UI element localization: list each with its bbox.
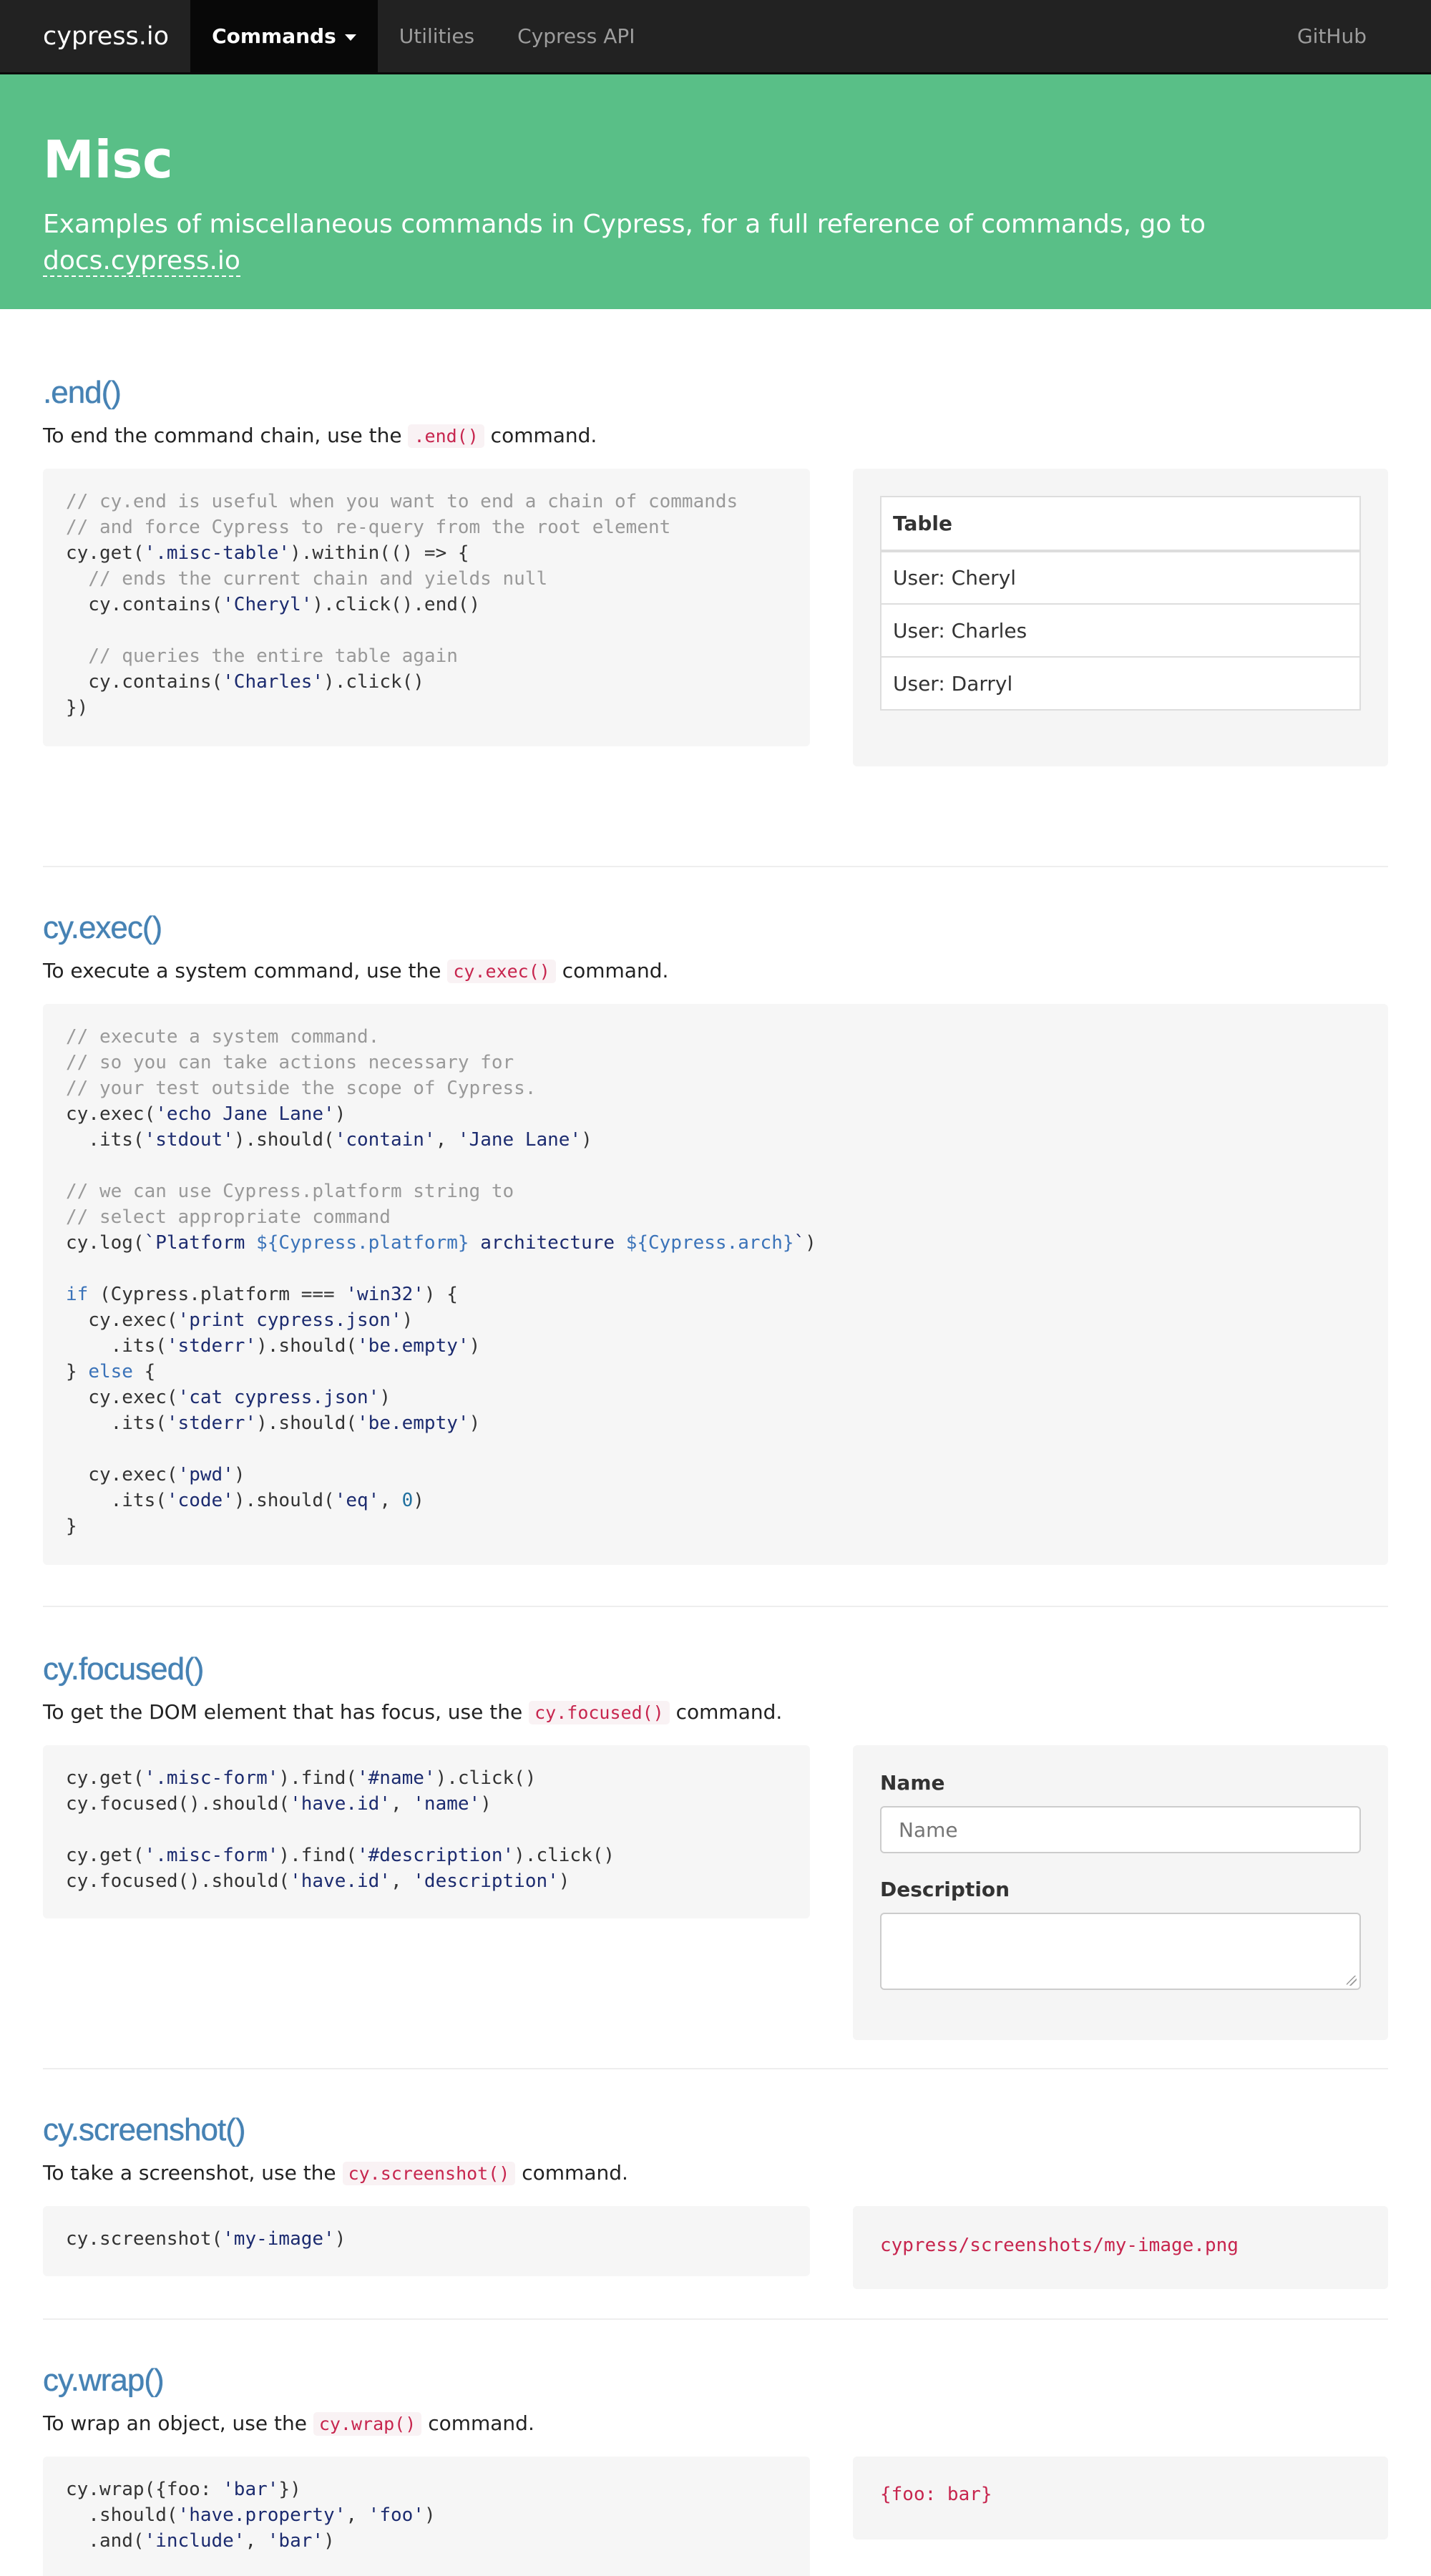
- section-desc-end: [43, 424, 1388, 447]
- code-line: [66, 1309, 413, 1331]
- code-line: [66, 1232, 816, 1254]
- code-token: 'description': [413, 1870, 559, 1892]
- code-token: cy.contains(: [66, 594, 223, 615]
- code-token: .its(: [66, 1413, 167, 1434]
- code-line: [66, 1284, 458, 1305]
- code-token: ).should(: [256, 1413, 358, 1434]
- section-desc-focused: [43, 1700, 1388, 1724]
- desc-text: To get the DOM element that has focus, use the: [43, 1700, 529, 1724]
- code-token: ): [469, 1413, 481, 1434]
- code-token: 'bar': [267, 2530, 324, 2552]
- code-token: ) {: [424, 1284, 458, 1305]
- code-token: cy.get(: [66, 1767, 145, 1789]
- code-token: }: [66, 1516, 77, 1537]
- code-token: 'Charles': [223, 671, 324, 693]
- code-token: ): [480, 1793, 492, 1815]
- code-line: [66, 517, 670, 538]
- code-token: cy.exec(: [66, 1387, 178, 1408]
- code-token: cy.screenshot(: [66, 2228, 223, 2250]
- code-line: [66, 2530, 335, 2552]
- code-token: ).click(): [323, 671, 424, 693]
- code-line: [66, 1361, 155, 1382]
- code-token: ): [581, 1129, 592, 1151]
- description-label: Description: [880, 1878, 1010, 1901]
- section-title-wrap: cy.wrap(): [43, 2363, 164, 2398]
- code-line: [66, 568, 547, 590]
- inline-code: cy.wrap(): [313, 2412, 421, 2436]
- code-block-screenshot: [43, 2206, 810, 2276]
- code-line: [66, 1845, 615, 1866]
- navbar: [0, 0, 1431, 74]
- table-row-cheryl[interactable]: User: Cheryl: [881, 551, 1360, 604]
- section-end: [43, 309, 1388, 867]
- code-token: cy.focused().should(: [66, 1793, 290, 1815]
- docs-link[interactable]: docs.cypress.io: [43, 245, 240, 275]
- wrap-output: {foo: bar}: [880, 2484, 992, 2505]
- code-token: }): [66, 697, 89, 718]
- code-token: cy.exec(: [66, 1464, 178, 1485]
- name-input[interactable]: [880, 1806, 1361, 1853]
- code-line: [66, 1103, 346, 1125]
- code-token: 'have.id': [290, 1870, 391, 1892]
- code-line: [66, 1206, 391, 1228]
- table-row-charles[interactable]: User: Charles: [881, 604, 1360, 657]
- nav-commands-dropdown[interactable]: [190, 0, 378, 72]
- section-desc-wrap: [43, 2411, 1388, 2435]
- misc-table: [880, 496, 1361, 711]
- inline-code: cy.screenshot(): [343, 2162, 516, 2185]
- code-line: [66, 1767, 536, 1789]
- code-line: [66, 1129, 592, 1151]
- nav-github[interactable]: GitHub: [1296, 24, 1367, 48]
- section-focused: [43, 1607, 1388, 2069]
- code-token: architecture: [469, 1232, 626, 1254]
- code-token: ,: [379, 1490, 402, 1511]
- section-exec: [43, 867, 1388, 1607]
- code-token: // so you can take actions necessary for: [66, 1052, 514, 1073]
- page-subtitle: [43, 207, 1388, 279]
- code-block-exec: [43, 1004, 1388, 1565]
- code-token: 'print cypress.json': [177, 1309, 402, 1331]
- code-token: cy.get(: [66, 1845, 145, 1866]
- code-block-end: [43, 469, 810, 746]
- desc-text: To take a screenshot, use the: [43, 2161, 343, 2185]
- code-token: ): [323, 2530, 335, 2552]
- section-title-end: .end(): [43, 375, 121, 410]
- code-token: }: [66, 1361, 89, 1382]
- code-token: 'cat cypress.json': [177, 1387, 380, 1408]
- code-token: ,: [390, 1793, 414, 1815]
- banner: [0, 74, 1431, 309]
- code-token: cy.wrap({foo:: [66, 2479, 223, 2500]
- code-token: '#name': [357, 1767, 436, 1789]
- code-token: '.misc-form': [144, 1767, 279, 1789]
- desc-text: command.: [669, 1700, 783, 1724]
- desc-text: command.: [421, 2411, 534, 2435]
- code-token: ): [334, 2228, 346, 2250]
- wrap-output-well: [853, 2457, 1388, 2540]
- inline-code: .end(): [408, 424, 484, 448]
- code-token: 'code': [166, 1490, 234, 1511]
- code-token: // execute a system command.: [66, 1026, 380, 1048]
- code-token: {: [132, 1361, 156, 1382]
- code-token: ,: [346, 2504, 368, 2526]
- code-token: ,: [390, 1870, 414, 1892]
- code-token: .its(: [66, 1129, 145, 1151]
- code-token: '.misc-form': [144, 1845, 279, 1866]
- code-token: ): [469, 1335, 481, 1357]
- code-token: .and(: [66, 2530, 145, 2552]
- code-token: ).find(: [278, 1845, 357, 1866]
- code-token: ): [805, 1232, 816, 1254]
- code-line: [66, 594, 480, 615]
- inline-code: cy.exec(): [447, 960, 555, 983]
- code-line: [66, 1387, 391, 1408]
- nav-spacer: [657, 0, 1276, 72]
- resize-grip-icon[interactable]: [1347, 1976, 1357, 1986]
- code-token: .its(: [66, 1335, 167, 1357]
- code-token: ): [379, 1387, 391, 1408]
- code-token: 'be.empty': [357, 1413, 469, 1434]
- code-token: 'Jane Lane': [457, 1129, 582, 1151]
- section-title-focused: cy.focused(): [43, 1652, 204, 1687]
- code-line: [66, 1413, 480, 1434]
- description-textarea[interactable]: [880, 1913, 1361, 1990]
- code-token: ,: [435, 1129, 458, 1151]
- section-screenshot: [43, 2069, 1388, 2320]
- code-token: cy.log(: [66, 1232, 145, 1254]
- code-token: 0: [401, 1490, 414, 1511]
- code-token: // ends the current chain and yields null: [88, 568, 548, 590]
- desc-text: To execute a system command, use the: [43, 959, 448, 982]
- code-token: // we can use Cypress.platform string to: [66, 1181, 514, 1202]
- code-line: [66, 2228, 346, 2250]
- table-row-darryl[interactable]: User: Darryl: [881, 657, 1360, 710]
- code-token: ).find(: [278, 1767, 357, 1789]
- nav-utilities[interactable]: Utilities: [399, 24, 475, 48]
- code-token: 'my-image': [223, 2228, 335, 2250]
- code-line: [66, 1181, 514, 1202]
- code-token: 'have.id': [290, 1793, 391, 1815]
- code-token: ).should(: [233, 1129, 335, 1151]
- code-token: ).should(: [256, 1335, 358, 1357]
- section-title-screenshot: cy.screenshot(): [43, 2112, 245, 2147]
- code-token: .its(: [66, 1490, 167, 1511]
- code-token: 'stderr': [166, 1335, 257, 1357]
- code-line: [66, 1490, 424, 1511]
- code-token: `Platform: [144, 1232, 257, 1254]
- code-token: cy.focused().should(: [66, 1870, 290, 1892]
- code-token: ${Cypress.platform}: [256, 1232, 469, 1254]
- screenshot-output: cypress/screenshots/my-image.png: [880, 2235, 1239, 2256]
- code-token: .should(: [66, 2504, 178, 2526]
- section-desc-screenshot: [43, 2161, 1388, 2185]
- code-token: [66, 568, 88, 590]
- code-token: ).click().end(): [312, 594, 481, 615]
- end-table-well: [853, 469, 1388, 766]
- code-token: // and force Cypress to re-query from the root element: [66, 517, 671, 538]
- code-token: ).should(: [233, 1490, 335, 1511]
- code-token: cy.exec(: [66, 1103, 156, 1125]
- code-token: cy.exec(: [66, 1309, 178, 1331]
- code-line: [66, 1793, 492, 1815]
- caret-down-icon: [345, 34, 356, 41]
- code-token: ,: [245, 2530, 268, 2552]
- code-token: // cy.end is useful when you want to end a chain of commands: [66, 491, 738, 512]
- screenshot-output-well: [853, 2206, 1388, 2289]
- desc-text: command.: [515, 2161, 628, 2185]
- page-title: Misc: [43, 130, 173, 190]
- code-block-focused: [43, 1745, 810, 1918]
- name-label: Name: [880, 1771, 945, 1795]
- code-token: 'Cheryl': [223, 594, 313, 615]
- code-token: 'stdout': [144, 1129, 234, 1151]
- code-token: 'be.empty': [357, 1335, 469, 1357]
- main-content: [0, 309, 1431, 2576]
- code-token: ): [233, 1464, 245, 1485]
- code-line: [66, 645, 458, 667]
- code-token: '#description': [357, 1845, 514, 1866]
- code-token: 'include': [144, 2530, 245, 2552]
- code-token: // your test outside the scope of Cypress.: [66, 1078, 537, 1099]
- desc-text: command.: [484, 424, 597, 447]
- code-token: ): [334, 1103, 346, 1125]
- code-token: 'eq': [334, 1490, 380, 1511]
- code-token: ).click(): [514, 1845, 615, 1866]
- misc-form: [853, 1745, 1388, 2040]
- code-token: ).within(() => {: [290, 542, 469, 564]
- desc-text: command.: [555, 959, 669, 982]
- code-line: [66, 2504, 436, 2526]
- code-token: 'echo Jane Lane': [155, 1103, 335, 1125]
- inline-code: cy.focused(): [529, 1701, 670, 1724]
- table-header: Table: [881, 497, 1360, 551]
- desc-text: To wrap an object, use the: [43, 2411, 313, 2435]
- code-token: else: [88, 1361, 133, 1382]
- code-token: '.misc-table': [144, 542, 290, 564]
- code-line: [66, 1464, 245, 1485]
- code-token: ): [413, 1490, 424, 1511]
- code-token: 'stderr': [166, 1413, 257, 1434]
- code-line: [66, 2479, 301, 2500]
- section-wrap: [43, 2320, 1388, 2576]
- section-desc-exec: [43, 959, 1388, 982]
- code-token: cy.get(: [66, 542, 145, 564]
- code-line: [66, 542, 469, 564]
- code-token: 'have.property': [177, 2504, 346, 2526]
- code-token: ): [558, 1870, 570, 1892]
- code-line: [66, 1870, 570, 1892]
- code-token: 'contain': [334, 1129, 436, 1151]
- subtitle-text: Examples of miscellaneous commands in Cypress, for a full reference of commands, go to: [43, 210, 1206, 240]
- code-line: [66, 697, 88, 718]
- nav-commands-label: Commands: [212, 24, 336, 48]
- code-line: [66, 671, 424, 693]
- code-token: `: [793, 1232, 806, 1254]
- code-token: 'win32': [346, 1284, 424, 1305]
- code-token: 'name': [413, 1793, 481, 1815]
- brand-link[interactable]: cypress.io: [43, 21, 170, 51]
- code-token: ).click(): [435, 1767, 537, 1789]
- code-line: [66, 1078, 536, 1099]
- code-block-wrap: [43, 2457, 810, 2576]
- code-token: cy.contains(: [66, 671, 223, 693]
- code-token: // queries the entire table again: [88, 645, 458, 667]
- code-line: [66, 491, 738, 512]
- desc-text: To end the command chain, use the: [43, 424, 409, 447]
- code-token: (Cypress.platform ===: [88, 1284, 346, 1305]
- code-token: 'pwd': [177, 1464, 234, 1485]
- code-token: 'foo': [368, 2504, 424, 2526]
- nav-cypress-api[interactable]: Cypress API: [517, 24, 635, 48]
- code-token: }): [278, 2479, 301, 2500]
- code-line: [66, 1052, 514, 1073]
- code-token: // select appropriate command: [66, 1206, 391, 1228]
- code-line: [66, 1335, 480, 1357]
- code-token: if: [66, 1284, 89, 1305]
- code-token: 'bar': [223, 2479, 279, 2500]
- code-token: ): [401, 1309, 414, 1331]
- code-token: ): [424, 2504, 436, 2526]
- code-line: [66, 1516, 77, 1537]
- code-line: [66, 1026, 379, 1048]
- code-token: [66, 645, 88, 667]
- code-token: ${Cypress.arch}: [625, 1232, 794, 1254]
- section-title-exec: cy.exec(): [43, 910, 162, 945]
